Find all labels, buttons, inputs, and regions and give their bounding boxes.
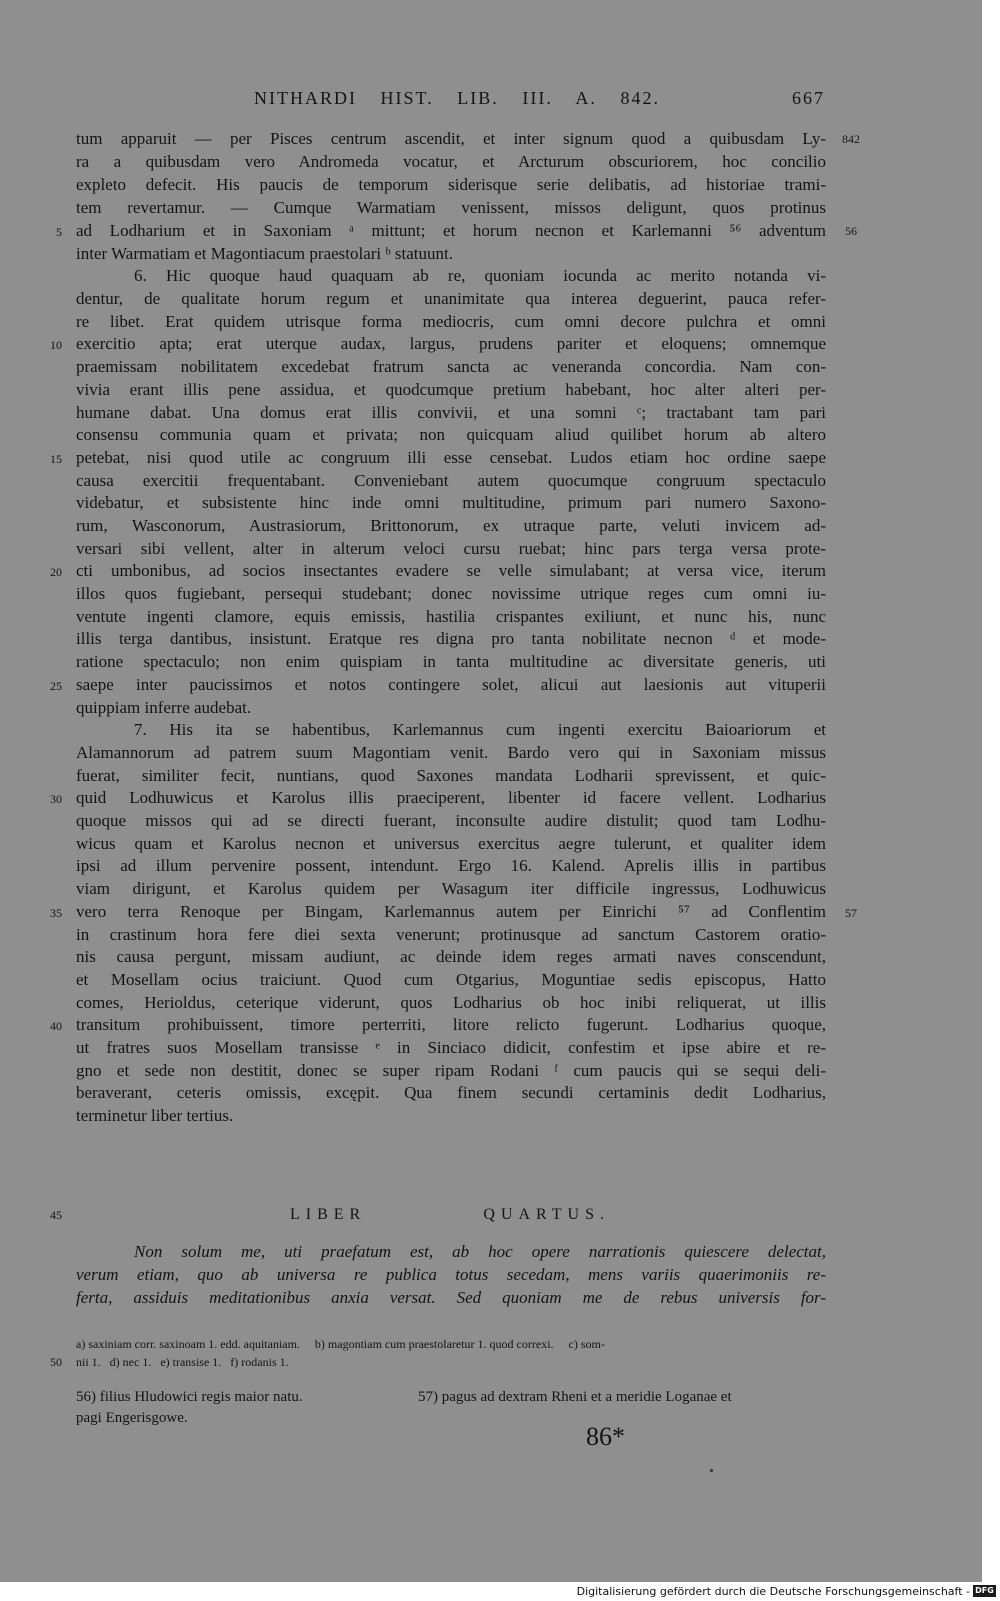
line-number: 40	[50, 1019, 62, 1033]
text-line: rum, Wasconorum, Austrasiorum, Brittonorum, ex utraque parte, veluti invicem ad-	[76, 516, 826, 535]
line-number: 30	[50, 792, 62, 806]
text-line: tum apparuit — per Pisces centrum ascendit, et inter signum quod a quibusdam Ly-	[76, 129, 826, 148]
text-line: verum etiam, quo ab universa re publica totus secedam, mens variis quaerimoniis re-	[76, 1265, 826, 1284]
margin-note: 57	[845, 906, 857, 920]
line-number: 25	[50, 679, 62, 693]
text-line: versari sibi vellent, alter in alterum veloci cursu ruebat; hinc pars terga versa prote-	[76, 539, 826, 558]
text-line: ad Lodharium et in Saxoniam ᵃ mittunt; et horum necnon et Karlemanni ⁵⁶ adventum	[76, 221, 826, 240]
text-line: causa exercitii frequentabant. Conveniebant autem quocumque congruum spectaculo	[76, 471, 826, 490]
text-line: cti umbonibus, ad socios insectantes evadere se velle simulabant; at versa vice, iterum	[76, 561, 826, 580]
line-number: 15	[50, 452, 62, 466]
text-line: quid Lodhuwicus et Karolus illis praeciperent, libenter id facere vellent. Lodharius	[76, 788, 826, 807]
text-line: ipsi ad illum pervenire possent, intendunt. Ergo 16. Kalend. Aprelis illis in partibus	[76, 856, 826, 875]
text-line: dentur, de qualitate horum regum et unanimitate qua interea deguerint, pauca refer-	[76, 289, 826, 308]
text-line: quippiam inferre audebat.	[76, 698, 252, 717]
text-line: Alamannorum ad patrem suum Magontiam venit. Bardo vero qui in Saxoniam missus	[76, 743, 826, 762]
footnote: 56) filius Hludowici regis maior natu.	[76, 1389, 303, 1405]
text-line: tem revertamur. — Cumque Warmatiam venissent, missos deligunt, quos protinus	[76, 198, 826, 217]
text-line: humane dabat. Una domus erat illis convivii, et una somni ᶜ; tractabant tam pari	[76, 403, 826, 422]
text-line: videbatur, et subsistente hinc inde omni multitudine, primum pari numero Saxono-	[76, 493, 826, 512]
apparatus-line: nii 1. d) nec 1. e) transise 1. f) rodanis 1.	[76, 1355, 289, 1369]
footer-credit: Digitalisierung gefördert durch die Deutsche Forschungsgemeinschaft -	[576, 1585, 970, 1598]
text-line: illis terga dantibus, insistunt. Eratque res digna pro tanta nobilitate necnon ᵈ et mode-	[76, 629, 826, 648]
text-line: consensu communia quam et privata; non quicquam aliud quilibet horum ab altero	[76, 425, 826, 444]
margin-note: 842	[842, 132, 860, 146]
text-line: ratione spectaculo; non enim quispiam in tanta multitudine ac diversitate generis, uti	[76, 652, 826, 671]
line-number: 50	[50, 1355, 62, 1369]
text-line: illos quos fugiebant, persequi studebant; donec novissime utrique reges cum omni iu-	[76, 584, 826, 603]
text-line: in crastinum hora fere diei sexta venerunt; protinusque ad sanctum Castorem oratio-	[76, 925, 826, 944]
line-number: 5	[56, 225, 62, 239]
text-line: inter Warmatiam et Magontiacum praestolari ᵇ statuunt.	[76, 244, 453, 263]
text-line: fuerat, similiter fecit, nuntians, quod Saxones mandata Lodharii sprevissent, et quic-	[76, 766, 826, 785]
text-line: praemissam nobilitatem excedebat fratrum sancta ac veneranda concordia. Nam con-	[76, 357, 826, 376]
text-line: viam dirigunt, et Karolus quidem per Wasagum iter difficile ingressus, Lodhuwicus	[76, 879, 826, 898]
text-line: quoque missos qui ad se directi fuerant, inconsulte audire distulit; quod tam Lodhu-	[76, 811, 826, 830]
text-line: 6. Hic quoque haud quaquam ab re, quoniam iocunda ac merito notanda vi-	[134, 266, 826, 285]
text-line: gno et sede non destitit, donec se super ripam Rodani ᶠ cum paucis qui se sequi deli-	[76, 1061, 826, 1080]
text-line: transitum prohibuissent, timore perterriti, litore relicto fugerunt. Lodharius quoque,	[76, 1015, 826, 1034]
line-number: 10	[50, 338, 62, 352]
text-line: re libet. Erat quidem utrisque forma mediocris, cum omni decore pulchra et omni	[76, 312, 826, 331]
speck	[710, 1469, 713, 1472]
text-line: 7. His ita se habentibus, Karlemannus cum ingenti exercitu Baioariorum et	[134, 720, 826, 739]
text-line: terminetur liber tertius.	[76, 1106, 234, 1125]
text-line: ut fratres suos Mosellam transisse ᵉ in Sinciaco didicit, confestim et ipse abire et re-	[76, 1038, 826, 1057]
text-line: vero terra Renoque per Bingam, Karlemannus autem per Einrichi ⁵⁷ ad Conflentim	[76, 902, 826, 921]
text-line: beraverant, ceteris omissis, excępit. Qua finem secundi certaminis dedit Lodharius,	[76, 1083, 826, 1102]
line-number: 45	[50, 1208, 62, 1222]
dfg-logo: DFG	[973, 1585, 996, 1597]
signature-mark: 86*	[586, 1422, 625, 1451]
text-line: et Mosellam ocius traiciunt. Quod cum Otgarius, Moguntiae sedis episcopus, Hatto	[76, 970, 826, 989]
text-line: comes, Herioldus, ceterique viderunt, quos Lodharius ob hoc inibi reliquerat, ut illis	[76, 993, 826, 1012]
text-line: saepe inter paucissimos et notos contingere solet, alicui aut laesionis aut vituperii	[76, 675, 826, 694]
text-line: expleto defecit. His paucis de temporum siderisque serie delibatis, ad historiae trami-	[76, 175, 826, 194]
footer-bar	[0, 1582, 1000, 1601]
text-line: exercitio apta; erat uterque audax, largus, prudens pariter et eloquens; omnemque	[76, 334, 826, 353]
footnote: pagi Engerisgowe.	[76, 1410, 188, 1426]
apparatus-line: a) saxiniam corr. saxinoam 1. edd. aquitaniam. b) magontiam cum praestolaretur 1. quod correxi. c) som-	[76, 1337, 605, 1351]
margin-note: 56	[845, 224, 857, 238]
page-number: 667	[792, 88, 825, 108]
text-line: petebat, nisi quod utile ac congruum illi esse censebat. Ludos etiam hoc ordine saepe	[76, 448, 826, 467]
text-line: ferta, assiduis meditationibus anxia versat. Sed quoniam me de rebus universis for-	[76, 1288, 826, 1307]
text-line: Non solum me, uti praefatum est, ab hoc opere narrationis quiescere delectat,	[134, 1242, 826, 1261]
line-number: 20	[50, 565, 62, 579]
text-line: ventute ingenti clamore, equis emissis, hastilia crispantes exiliunt, et nunc his, nunc	[76, 607, 826, 626]
text-line: ra a quibusdam vero Andromeda vocatur, et Arcturum obscuriorem, hoc concilio	[76, 152, 826, 171]
line-number: 35	[50, 906, 62, 920]
text-line: nis causa pergunt, missam audiunt, ac deinde idem reges armati naves conscendunt,	[76, 947, 826, 966]
footnote: 57) pagus ad dextram Rheni et a meridie Loganae et	[418, 1389, 732, 1405]
running-title: NITHARDI HIST. LIB. III. A. 842.	[254, 88, 660, 108]
text-line: vivia erant illis pene assidua, et quodcumque pretium habebant, hoc alter alteri per-	[76, 380, 826, 399]
text-line: wicus quam et Karolus necnon et universus exercitus aegre tulerunt, et qualiter idem	[76, 834, 826, 853]
book-heading: LIBER QUARTUS.	[290, 1206, 610, 1223]
